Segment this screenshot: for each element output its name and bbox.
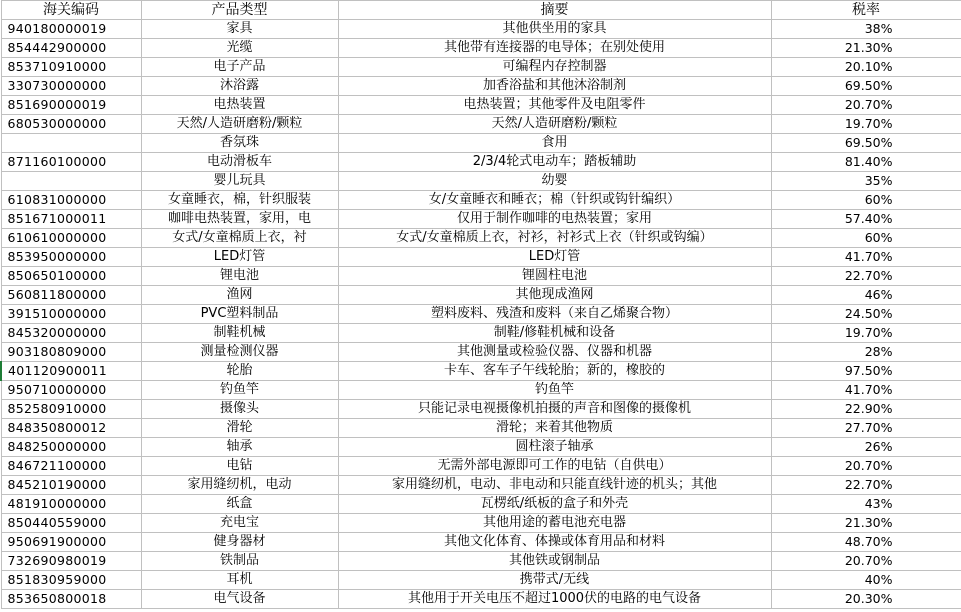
table-row [1,533,961,552]
cell-desc[interactable]: 钓鱼竿 [338,381,771,400]
cell-type[interactable]: 滑轮 [141,419,338,438]
cell-type[interactable]: 电气设备 [141,590,338,609]
cell-type[interactable]: 轴承 [141,438,338,457]
cell-type[interactable]: 铁制品 [141,552,338,571]
cell-rate[interactable]: 26% [771,438,961,457]
cell-rate[interactable]: 41.70% [771,248,961,267]
cell-rate[interactable]: 60% [771,229,961,248]
cell-type[interactable]: 测量检测仪器 [141,343,338,362]
cell-code[interactable]: 845210190000 [1,476,141,495]
header-rate[interactable]: 税率 [771,1,961,20]
cell-code[interactable]: 950710000000 [1,381,141,400]
table-row [1,419,961,438]
table-row [1,438,961,457]
cell-desc[interactable]: 其他用于开关电压不超过1000伏的电路的电气设备 [338,590,771,609]
cell-rate[interactable]: 19.70% [771,115,961,134]
cell-rate[interactable]: 27.70% [771,419,961,438]
cell-rate[interactable]: 22.90% [771,400,961,419]
cell-code[interactable]: 610831000000 [1,191,141,210]
cell-desc[interactable]: 仅用于制作咖啡的电热装置；家用 [338,210,771,229]
cell-code[interactable]: 401120900011 [1,362,141,381]
cell-code[interactable]: 903180809000 [1,343,141,362]
table-row [1,39,961,58]
cell-rate[interactable]: 20.70% [771,552,961,571]
table-row [1,267,961,286]
cell-type[interactable]: 电子产品 [141,58,338,77]
cell-desc[interactable]: 塑料废料、残渣和废料（来自乙烯聚合物） [338,305,771,324]
table-row [1,210,961,229]
cell-code[interactable]: 610610000000 [1,229,141,248]
cell-type[interactable]: 香氛珠 [141,134,338,153]
cell-rate[interactable]: 69.50% [771,77,961,96]
cell-rate[interactable]: 35% [771,172,961,191]
cell-desc[interactable]: 可编程内存控制器 [338,58,771,77]
cell-desc[interactable]: 锂圆柱电池 [338,267,771,286]
cell-type[interactable]: 电动滑板车 [141,153,338,172]
cell-type[interactable]: 轮胎 [141,362,338,381]
cell-rate[interactable]: 21.30% [771,39,961,58]
cell-code[interactable]: 846721100000 [1,457,141,476]
cell-code[interactable]: 871160100000 [1,153,141,172]
cell-rate[interactable]: 40% [771,571,961,590]
cell-rate[interactable]: 97.50% [771,362,961,381]
table-row [1,248,961,267]
cell-desc[interactable]: 女/女童睡衣和睡衣；棉（针织或钩针编织） [338,191,771,210]
cell-rate[interactable]: 43% [771,495,961,514]
cell-desc[interactable]: LED灯管 [338,248,771,267]
cell-desc[interactable]: 滑轮；来着其他物质 [338,419,771,438]
cell-code[interactable]: 850650100000 [1,267,141,286]
cell-desc[interactable]: 幼婴 [338,172,771,191]
cell-rate[interactable]: 22.70% [771,267,961,286]
cell-desc[interactable]: 携带式/无线 [338,571,771,590]
cell-type[interactable]: LED灯管 [141,248,338,267]
table-row [1,495,961,514]
cell-rate[interactable]: 81.40% [771,153,961,172]
cell-code[interactable]: 854442900000 [1,39,141,58]
cell-type[interactable]: 渔网 [141,286,338,305]
cell-rate[interactable]: 20.30% [771,590,961,609]
cell-type[interactable]: 光缆 [141,39,338,58]
cell-type[interactable]: 电钻 [141,457,338,476]
cell-desc[interactable]: 制鞋/修鞋机械和设备 [338,324,771,343]
cell-type[interactable]: 健身器材 [141,533,338,552]
table-row [1,153,961,172]
cell-code[interactable]: 851830959000 [1,571,141,590]
cell-desc[interactable]: 天然/人造研磨粉/颗粒 [338,115,771,134]
table-row [1,343,961,362]
cell-desc[interactable]: 食用 [338,134,771,153]
cell-code[interactable]: 850440559000 [1,514,141,533]
table-row [1,362,961,381]
cell-code[interactable]: 732690980019 [1,552,141,571]
cell-code[interactable]: 680530000000 [1,115,141,134]
table-row [1,381,961,400]
table-row [1,115,961,134]
table-row [1,590,961,609]
cell-rate[interactable]: 38% [771,20,961,39]
cell-rate[interactable]: 20.10% [771,58,961,77]
cell-desc[interactable]: 女式/女童棉质上衣，衬衫，衬衫式上衣（针织或钩编） [338,229,771,248]
cell-code[interactable]: 852580910000 [1,400,141,419]
table-row [1,457,961,476]
cell-rate[interactable]: 41.70% [771,381,961,400]
header-desc[interactable]: 摘要 [338,1,771,20]
cell-rate[interactable]: 20.70% [771,457,961,476]
cell-desc[interactable]: 瓦楞纸/纸板的盒子和外壳 [338,495,771,514]
cell-code[interactable]: 848250000000 [1,438,141,457]
header-row [1,1,961,20]
cell-type[interactable]: 充电宝 [141,514,338,533]
cell-code[interactable] [1,172,141,191]
cell-code[interactable]: 853650800018 [1,590,141,609]
cell-code[interactable]: 940180000019 [1,20,141,39]
cell-rate[interactable]: 48.70% [771,533,961,552]
cell-code[interactable]: 851690000019 [1,96,141,115]
table-row [1,552,961,571]
cell-code[interactable]: 853710910000 [1,58,141,77]
cell-type[interactable]: 电热装置 [141,96,338,115]
table-row [1,58,961,77]
table-row [1,286,961,305]
cell-code[interactable]: 848350800012 [1,419,141,438]
cell-type[interactable]: 耳机 [141,571,338,590]
cell-desc[interactable]: 只能记录电视摄像机拍摄的声音和图像的摄像机 [338,400,771,419]
cell-desc[interactable]: 电热装置；其他零件及电阻零件 [338,96,771,115]
cell-type[interactable]: 女童睡衣，棉，针织服装 [141,191,338,210]
cell-rate[interactable]: 57.40% [771,210,961,229]
table-row [1,571,961,590]
cell-code[interactable]: 851671000011 [1,210,141,229]
cell-code[interactable]: 845320000000 [1,324,141,343]
cell-type[interactable]: 钓鱼竿 [141,381,338,400]
table-body [1,20,961,609]
cell-desc[interactable]: 其他文化体育、体操或体育用品和材料 [338,533,771,552]
cell-rate[interactable]: 22.70% [771,476,961,495]
table-row [1,229,961,248]
cell-type[interactable]: 婴儿玩具 [141,172,338,191]
cell-rate[interactable]: 21.30% [771,514,961,533]
cell-type[interactable]: 纸盒 [141,495,338,514]
cell-desc[interactable]: 其他铁或钢制品 [338,552,771,571]
table-row [1,400,961,419]
cell-type[interactable]: 摄像头 [141,400,338,419]
cell-rate[interactable]: 28% [771,343,961,362]
cell-type[interactable]: 咖啡电热装置，家用，电 [141,210,338,229]
header-code[interactable]: 海关编码 [1,1,141,20]
cell-type[interactable]: 制鞋机械 [141,324,338,343]
cell-code[interactable]: 330730000000 [1,77,141,96]
cell-type[interactable]: 家用缝纫机，电动 [141,476,338,495]
table-row [1,77,961,96]
cell-code[interactable]: 560811800000 [1,286,141,305]
table-row [1,20,961,39]
cell-rate[interactable]: 46% [771,286,961,305]
cell-desc[interactable]: 其他带有连接器的电导体；在别处使用 [338,39,771,58]
cell-desc[interactable]: 其他用途的蓄电池充电器 [338,514,771,533]
table-row [1,514,961,533]
table-row [1,305,961,324]
table-row [1,172,961,191]
cell-type[interactable]: 天然/人造研磨粉/颗粒 [141,115,338,134]
cell-type[interactable]: 家具 [141,20,338,39]
cell-desc[interactable]: 圆柱滚子轴承 [338,438,771,457]
cell-rate[interactable]: 69.50% [771,134,961,153]
cell-code[interactable]: 391510000000 [1,305,141,324]
table-row [1,96,961,115]
table-row [1,324,961,343]
cell-desc[interactable]: 家用缝纫机，电动、非电动和只能直线针迹的机头；其他 [338,476,771,495]
cell-type[interactable]: PVC塑料制品 [141,305,338,324]
cell-rate[interactable]: 19.70% [771,324,961,343]
cell-desc[interactable]: 其他测量或检验仪器、仪器和机器 [338,343,771,362]
cell-type[interactable]: 沐浴露 [141,77,338,96]
cell-desc[interactable]: 其他供坐用的家具 [338,20,771,39]
cell-type[interactable]: 锂电池 [141,267,338,286]
cell-desc[interactable]: 2/3/4轮式电动车；踏板辅助 [338,153,771,172]
cell-desc[interactable]: 其他现成渔网 [338,286,771,305]
cell-desc[interactable]: 加香浴盐和其他沐浴制剂 [338,77,771,96]
cell-code[interactable]: 950691900000 [1,533,141,552]
cell-desc[interactable]: 卡车、客车子午线轮胎；新的，橡胶的 [338,362,771,381]
cell-rate[interactable]: 60% [771,191,961,210]
cell-rate[interactable]: 20.70% [771,96,961,115]
table-row [1,191,961,210]
cell-code[interactable]: 853950000000 [1,248,141,267]
cell-desc[interactable]: 无需外部电源即可工作的电钻（自供电） [338,457,771,476]
cell-code[interactable]: 481910000000 [1,495,141,514]
table-row [1,134,961,153]
table-row [1,476,961,495]
cell-rate[interactable]: 24.50% [771,305,961,324]
cell-code[interactable] [1,134,141,153]
header-type[interactable]: 产品类型 [141,1,338,20]
cell-type[interactable]: 女式/女童棉质上衣，衬 [141,229,338,248]
